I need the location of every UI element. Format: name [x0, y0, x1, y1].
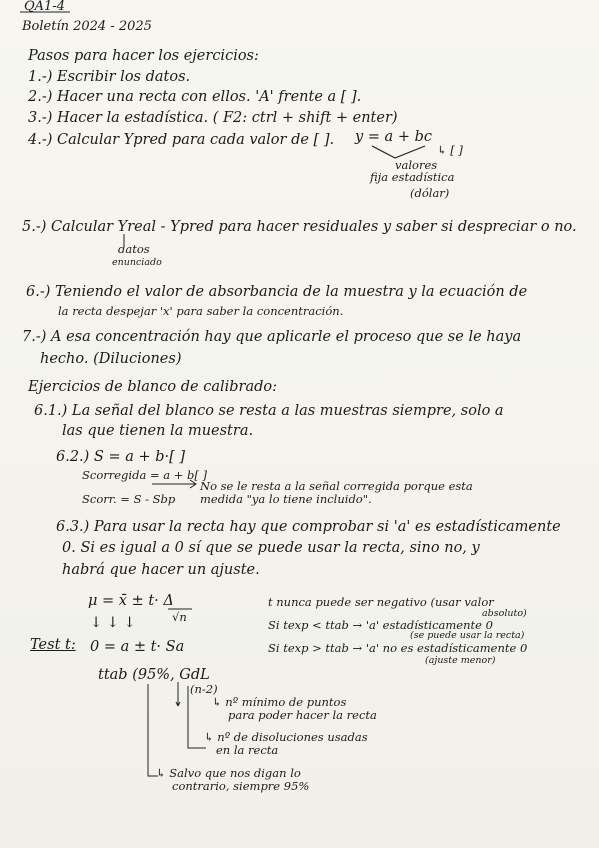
gdl-bracket: [188, 686, 206, 748]
exercise-6-2-note-line-1: No se le resta a la señal corregida porque esta: [200, 479, 473, 493]
condition-2-note: (ajuste menor): [425, 655, 496, 666]
gdl-arrow: [176, 682, 180, 706]
n-min-line-1: ↳ nº mínimo de puntos: [212, 695, 347, 709]
salvo-line-1: ↳ Salvo que nos digan lo: [156, 766, 301, 780]
step-4-fija: fija estadística: [370, 170, 455, 184]
step-7-line-2: hecho. (Diluciones): [40, 351, 182, 367]
t-note-line-2: absoluto): [482, 608, 527, 619]
test-t-equation: 0 = a ± t· Sa: [90, 639, 185, 655]
mu-equation: μ = x̄ ± t· Δ: [88, 593, 174, 609]
condition-2: Si texp > ttab → 'a' no es estadísticamente 0: [268, 641, 528, 655]
step-7-line-1: 7.-) A esa concentración hay que aplicarle el proceso que se le haya: [22, 329, 522, 345]
n-min-line-2: para poder hacer la recta: [228, 708, 377, 722]
steps-title: Pasos para hacer los ejercicios:: [28, 48, 259, 64]
step-4-formula: y = a + bc: [355, 129, 432, 145]
exercise-6-1-line-2: las que tienen la muestra.: [62, 423, 254, 439]
test-t-label: Test t:: [30, 637, 76, 653]
mu-arrows: ↓ ↓ ↓: [90, 615, 136, 631]
exercise-6-2-corrected: Scorregida = a + b[ ]: [82, 468, 208, 482]
corner-mark: QA1-4: [24, 0, 65, 14]
confidence-bracket: [148, 684, 158, 776]
salvo-line-2: contrario, siempre 95%: [172, 779, 310, 793]
exercise-6-2-note-line-2: medida "ya lo tiene incluido".: [200, 492, 372, 506]
condition-1: Si texp < ttab → 'a' estadísticamente 0: [268, 618, 493, 632]
step-6-line-2: la recta despejar 'x' para saber la concentración.: [58, 304, 344, 318]
gdl-n-2: (n-2): [190, 682, 218, 696]
step-2: 2.-) Hacer una recta con ellos. 'A' frente a [ ].: [28, 89, 362, 105]
exercise-6-3-line-2: 0. Si es igual a 0 sí que se puede usar la recta, sino no, y: [62, 540, 480, 556]
step-4: 4.-) Calcular Ypred para cada valor de [ ].: [28, 132, 335, 148]
n-dil-line-2: en la recta: [216, 743, 279, 757]
step-5: 5.-) Calcular Yreal - Ypred para hacer residuales y saber si despreciar o no.: [22, 219, 577, 235]
exercise-6-3-line-3: habrá que hacer un ajuste.: [62, 562, 260, 578]
sqrt-n: √n: [172, 610, 187, 624]
exercise-6-1-line-1: 6.1.) La señal del blanco se resta a las muestras siempre, solo a: [34, 403, 504, 419]
step-5-enunciado: enunciado: [112, 257, 162, 268]
valores-arrow: [372, 146, 425, 158]
n-dil-line-1: ↳ nº de disoluciones usadas: [204, 730, 368, 744]
step-3: 3.-) Hacer la estadística. ( F2: ctrl + shift + enter): [28, 110, 398, 126]
step-5-datos: datos: [118, 242, 150, 256]
blank-title: Ejercicios de blanco de calibrado:: [28, 379, 277, 395]
step-1: 1.-) Escribir los datos.: [28, 69, 191, 85]
ttab-label: ttab (95%, GdL: [98, 667, 210, 683]
condition-1-note: (se puede usar la recta): [410, 630, 525, 641]
t-note-line-1: t nunca puede ser negativo (usar valor: [268, 595, 494, 609]
exercise-6-2-equation: 6.2.) S = a + b·[ ]: [56, 449, 186, 465]
exercise-6-3-line-1: 6.3.) Para usar la recta hay que comprobar si 'a' es estadísticamente: [56, 519, 561, 535]
corrected-arrow: [152, 480, 196, 488]
exercise-6-2-scorr: Scorr. = S - Sbp: [82, 492, 176, 506]
step-4-c-note: ↳ [ ]: [437, 143, 463, 157]
step-4-valores: valores: [395, 158, 438, 172]
page-title: Boletín 2024 - 2025: [22, 19, 152, 34]
step-4-dolar: (dólar): [410, 186, 450, 200]
step-6-line-1: 6.-) Teniendo el valor de absorbancia de la muestra y la ecuación de: [26, 284, 528, 300]
